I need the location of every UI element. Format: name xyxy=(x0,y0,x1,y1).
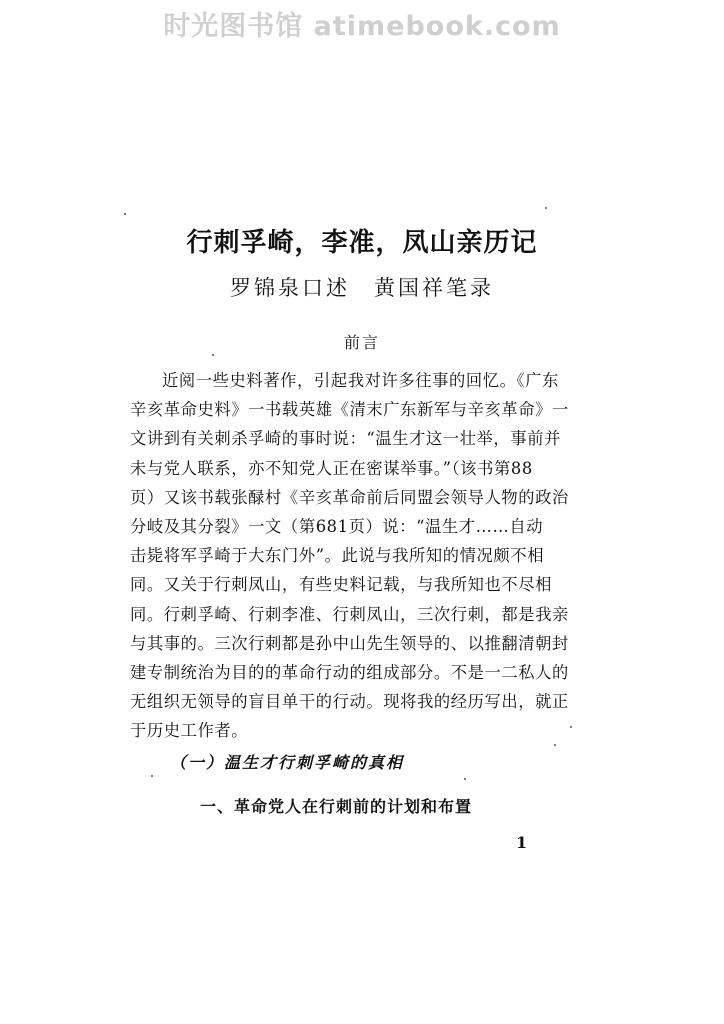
preface-line: 击毙将军孚崎于大东门外”。此说与我所知的情况颇不相 xyxy=(130,546,545,566)
article-title: 行刺孚崎，李准，凤山亲历记 xyxy=(186,228,538,258)
scan-speck xyxy=(545,207,547,209)
preface-line: 文讲到有关刺杀孚崎的事时说：“温生才这一壮举，事前并 xyxy=(130,429,561,449)
preface-line: 无组织无领导的盲目单干的行动。现将我的经历写出，就正 xyxy=(130,692,569,712)
preface-line: 分岐及其分裂》一文（第681页）说：“温生才……自动 xyxy=(130,517,544,537)
preface-line: 同。又关于行刺凤山，有些史料记载，与我所知也不尽相 xyxy=(130,575,553,595)
preface-line: 与其事的。三次行刺都是孙中山先生领导的、以推翻清朝封 xyxy=(130,633,569,653)
section-heading: （一）温生才行刺孚崎的真相 xyxy=(170,753,405,772)
scan-speck xyxy=(554,744,556,746)
preface-line: 页）又该书载张醁村《辛亥革命前后同盟会领导人物的政治 xyxy=(130,487,569,507)
subsection-heading: 一、革命党人在行刺前的计划和布置 xyxy=(200,797,473,816)
scan-speck xyxy=(124,213,126,215)
preface-line: 同。行刺孚崎、行刺李准、行刺凤山，三次行刺，都是我亲 xyxy=(130,604,569,624)
scan-speck xyxy=(212,354,214,356)
preface-body xyxy=(130,366,576,746)
scan-speck xyxy=(464,778,466,780)
preface-line: 辛亥革命史料》一书载英雄《清末广东新军与辛亥革命》一 xyxy=(130,400,569,420)
watermark: 时光图书馆 atimebook.com xyxy=(163,11,561,42)
scan-speck xyxy=(570,726,572,728)
preface-heading: 前言 xyxy=(343,333,380,352)
byline: 罗锦泉口述 黄国祥笔录 xyxy=(230,276,494,300)
preface-line: 于历史工作者。 xyxy=(130,721,249,741)
preface-line: 未与党人联系，亦不知党人正在密谋举事。”（该书第88 xyxy=(130,458,533,478)
scan-speck xyxy=(151,775,153,777)
preface-line: 近阅一些史料著作，引起我对许多往事的回忆。《广东 xyxy=(162,371,560,390)
preface-line: 建专制统治为目的的革命行动的组成部分。不是一二私人的 xyxy=(130,663,569,683)
page-number: 1 xyxy=(516,833,528,852)
